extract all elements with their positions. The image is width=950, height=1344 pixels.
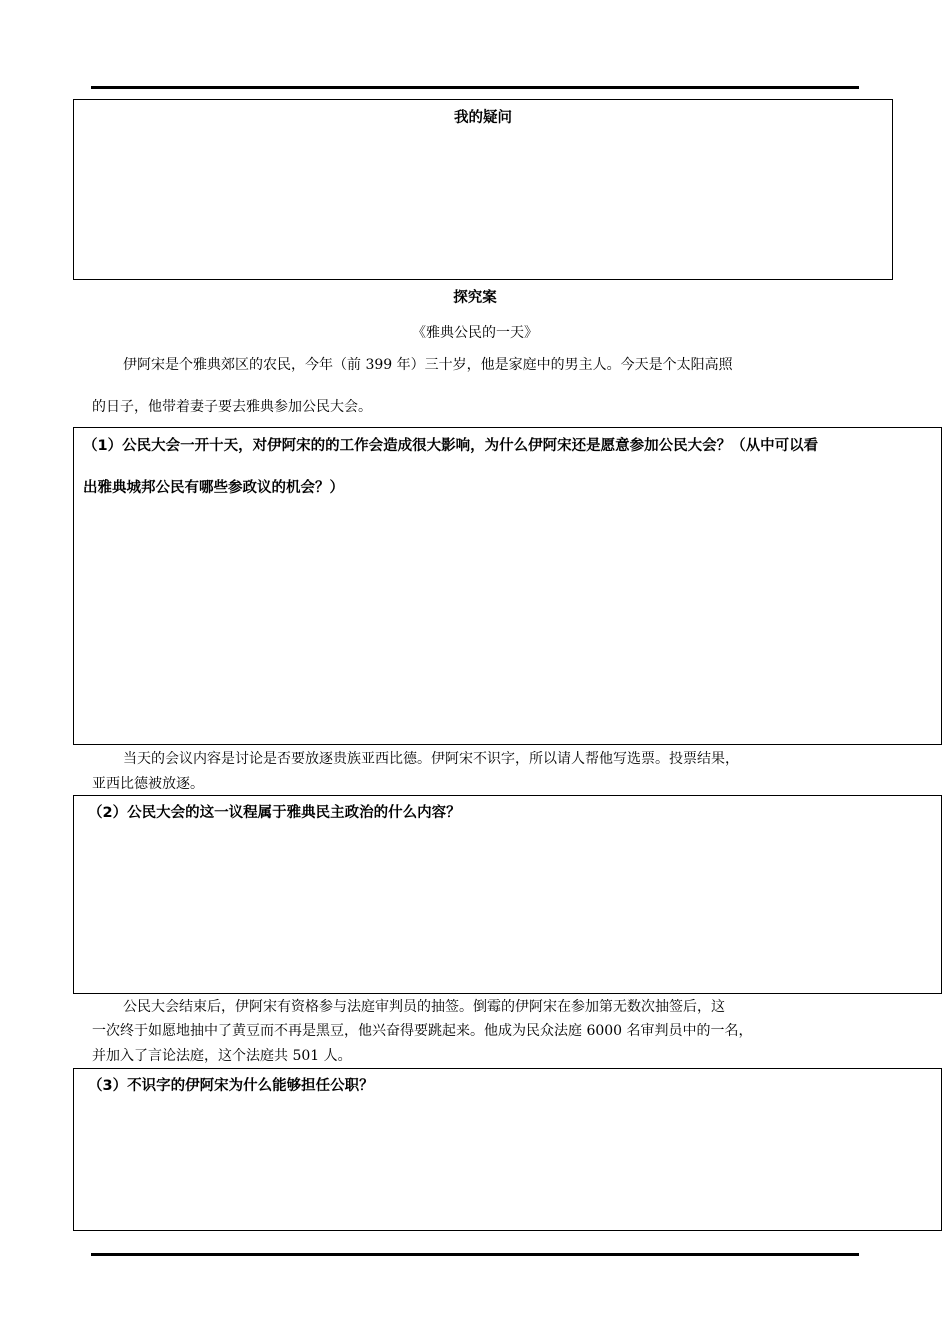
- question-3-box: [73, 1068, 942, 1231]
- intro-line-1: 伊阿宋是个雅典郊区的农民，今年（前 399 年）三十岁，他是家庭中的男主人。今天是个太阳高照: [123, 357, 733, 373]
- story-title: 《雅典公民的一天》: [412, 325, 538, 341]
- question-1-line-2: 出雅典城邦公民有哪些参政议的机会？）: [83, 480, 344, 496]
- section-title: 探究案: [453, 290, 497, 306]
- para3-line-2: 一次终于如愿地抽中了黄豆而不再是黑豆，他兴奋得要跳起来。他成为民众法庭 6000 名审判员中的一名，: [92, 1023, 753, 1039]
- para3-line-3: 并加入了言论法庭，这个法庭共 501 人。: [92, 1048, 352, 1064]
- para3-line-1: 公民大会结束后，伊阿宋有资格参与法庭审判员的抽签。倒霉的伊阿宋在参加第无数次抽签后，这: [123, 999, 725, 1015]
- questions-box-title: 我的疑问: [454, 110, 512, 126]
- para2-line-1: 当天的会议内容是讨论是否要放逐贵族亚西比德。伊阿宋不识字，所以请人帮他写选票。投票结果，: [123, 751, 739, 767]
- question-2-box: [73, 795, 942, 994]
- para2-line-2: 亚西比德被放逐。: [92, 776, 204, 792]
- question-1-line-1: （1）公民大会一开十天，对伊阿宋的的工作会造成很大影响，为什么伊阿宋还是愿意参加公民大会？（从中可以看: [83, 438, 819, 454]
- question-2-text: （2）公民大会的这一议程属于雅典民主政治的什么内容？: [88, 805, 461, 821]
- header-rule: [91, 86, 859, 89]
- intro-line-2: 的日子，他带着妻子要去雅典参加公民大会。: [92, 399, 372, 415]
- question-1-box: [73, 427, 942, 745]
- questions-box: [73, 99, 893, 280]
- question-3-text: （3）不识字的伊阿宋为什么能够担任公职？: [88, 1078, 374, 1094]
- footer-rule: [91, 1253, 859, 1256]
